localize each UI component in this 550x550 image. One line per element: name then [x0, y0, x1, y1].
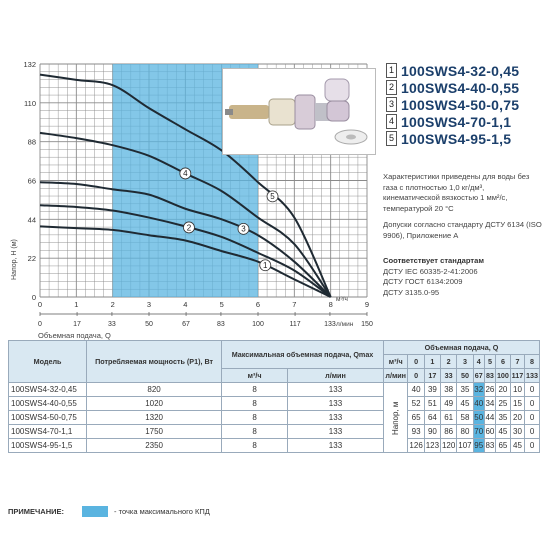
qmax-lmin-cell: 133 — [288, 411, 384, 425]
head-value-cell: 49 — [441, 397, 457, 411]
qmax-m3h-cell: 8 — [222, 397, 288, 411]
y-tick-label: 110 — [24, 98, 36, 108]
col-header-model: Модель — [9, 341, 87, 383]
x-tick-label-m3h: 3 — [146, 300, 152, 309]
head-value-cell: 120 — [441, 439, 457, 453]
legend-item — [386, 62, 546, 79]
head-value-cell: 51 — [424, 397, 440, 411]
head-value-cell: 95 — [473, 439, 484, 453]
x-axis-label: Объемная подача, Q — [38, 331, 111, 340]
flow-m3h-value: 2 — [441, 355, 457, 369]
curve-label-text: 3 — [241, 224, 246, 234]
qmax-unit-m3h: м³/ч — [222, 369, 288, 383]
x-units-bottom: л/мин — [336, 321, 354, 328]
head-value-cell: 65 — [408, 411, 424, 425]
note — [8, 506, 210, 517]
head-value-cell: 123 — [424, 439, 440, 453]
x-tick-label-m3h: 7 — [292, 300, 297, 309]
head-value-cell: 45 — [510, 439, 524, 453]
x-tick-label-m3h: 2 — [110, 300, 115, 309]
col-header-power: Потребляемая мощность (P1), Вт — [87, 341, 222, 383]
x-tick-label-m3h: 4 — [183, 300, 188, 309]
head-value-cell: 39 — [424, 383, 440, 397]
head-value-cell: 40 — [408, 383, 424, 397]
head-value-cell: 65 — [496, 439, 511, 453]
legend-number: 5 — [386, 131, 397, 146]
head-value-cell: 20 — [496, 383, 511, 397]
standard-item: ДСТУ IEC 60335-2-41:2006 — [383, 266, 478, 276]
x-units-top: м³/ч — [336, 296, 348, 303]
head-value-cell: 30 — [510, 425, 524, 439]
table-row — [9, 411, 540, 425]
table-header-row — [9, 341, 540, 355]
head-value-cell: 107 — [457, 439, 473, 453]
y-tick-label: 44 — [27, 215, 36, 225]
col-header-flow: Объемная подача, Q — [383, 341, 539, 355]
head-value-cell: 0 — [525, 397, 540, 411]
curve-label-text: 2 — [186, 223, 192, 233]
x-tick-label-m3h: 8 — [328, 300, 333, 309]
x-tick-label-lmin: 67 — [182, 321, 190, 328]
x-tick-label-lmin: 17 — [73, 321, 81, 328]
flow-lmin-value: 17 — [424, 369, 440, 383]
head-value-cell: 0 — [525, 439, 540, 453]
standards-block — [383, 256, 543, 298]
chart-legend — [386, 62, 546, 147]
qmax-lmin-cell: 133 — [288, 383, 384, 397]
flow-lmin-value: 117 — [510, 369, 524, 383]
flow-lmin-value: 0 — [408, 369, 424, 383]
flow-m3h-value: 5 — [484, 355, 495, 369]
head-value-cell: 20 — [510, 411, 524, 425]
standard-item: ДСТУ ГОСТ 6134:2009 — [383, 277, 463, 286]
x-tick-label-lmin: 33 — [108, 321, 116, 328]
head-value-cell: 52 — [408, 397, 424, 411]
y-tick-label: 132 — [23, 60, 36, 69]
model-cell: 100SWS4-40-0,55 — [9, 397, 87, 411]
legend-item — [386, 130, 546, 147]
standard-item: ДСТУ 3135.0-95 — [383, 287, 440, 297]
spec-table — [8, 340, 540, 453]
legend-label: 100SWS4-95-1,5 — [401, 130, 512, 147]
x-tick-label-m3h: 9 — [364, 300, 370, 309]
head-value-cell: 40 — [473, 397, 484, 411]
head-value-cell: 35 — [457, 383, 473, 397]
head-value-cell: 45 — [457, 397, 473, 411]
flow-m3h-value: 8 — [525, 355, 540, 369]
test-conditions-paragraph: Характеристики приведены для воды без газа с плотностью 1,0 кг/дм³, кинематической вязкостью 1 мм²/с, температурой 20 °С — [383, 172, 530, 213]
standards-heading: Соответствует стандартам — [383, 256, 484, 265]
x-tick-label-lmin: 50 — [145, 321, 153, 328]
x-tick-label-lmin: 83 — [217, 321, 225, 328]
head-value-cell: 86 — [441, 425, 457, 439]
power-cell: 1020 — [87, 397, 222, 411]
y-tick-label: 22 — [27, 254, 36, 264]
head-value-cell: 32 — [473, 383, 484, 397]
pump-photo — [222, 68, 376, 155]
head-value-cell: 25 — [496, 397, 511, 411]
legend-label: 100SWS4-40-0,55 — [401, 79, 520, 96]
flow-m3h-value: 7 — [510, 355, 524, 369]
flow-m3h-value: 6 — [496, 355, 511, 369]
head-value-cell: 0 — [525, 383, 540, 397]
pump-illustration-icon — [223, 69, 375, 154]
model-cell: 100SWS4-32-0,45 — [9, 383, 87, 397]
flow-lmin-value: 67 — [473, 369, 484, 383]
note-label: ПРИМЕЧАНИЕ: — [8, 507, 65, 516]
note-text: - точка максимального КПД — [114, 507, 210, 516]
head-value-cell: 0 — [525, 425, 540, 439]
legend-item — [386, 113, 546, 130]
model-cell: 100SWS4-50-0,75 — [9, 411, 87, 425]
curve-label-text: 1 — [263, 261, 268, 271]
head-value-cell: 10 — [510, 383, 524, 397]
pump-curve-chart — [0, 0, 380, 340]
head-value-cell: 58 — [457, 411, 473, 425]
legend-label: 100SWS4-32-0,45 — [401, 62, 520, 79]
x-tick-label-lmin: 100 — [252, 321, 264, 328]
qmax-lmin-cell: 133 — [288, 397, 384, 411]
power-cell: 1750 — [87, 425, 222, 439]
table-row — [9, 383, 540, 397]
head-value-cell: 0 — [525, 411, 540, 425]
x-tick-label-m3h: 1 — [74, 300, 79, 309]
power-cell: 820 — [87, 383, 222, 397]
y-tick-label: 0 — [31, 293, 36, 302]
legend-item — [386, 96, 546, 113]
legend-number: 4 — [386, 114, 397, 129]
head-value-cell: 45 — [496, 425, 511, 439]
head-value-cell: 93 — [408, 425, 424, 439]
table-row — [9, 425, 540, 439]
flow-lmin-value: 100 — [496, 369, 511, 383]
flow-lmin-value: 50 — [457, 369, 473, 383]
table-row — [9, 397, 540, 411]
y-tick-label: 88 — [27, 137, 36, 147]
flow-m3h-value: 0 — [408, 355, 424, 369]
x-tick-label-lmin: 150 — [361, 321, 373, 328]
tolerance-text — [383, 220, 543, 241]
curve-label-text: 4 — [183, 169, 188, 179]
x-tick-label-m3h: 5 — [219, 300, 224, 309]
head-value-cell: 64 — [424, 411, 440, 425]
head-value-cell: 70 — [473, 425, 484, 439]
flow-lmin-value: 83 — [484, 369, 495, 383]
head-value-cell: 80 — [457, 425, 473, 439]
unit-m3h: м³/ч — [383, 355, 408, 369]
model-cell: 100SWS4-95-1,5 — [9, 439, 87, 453]
head-value-cell: 44 — [484, 411, 495, 425]
legend-number: 3 — [386, 97, 397, 112]
qmax-m3h-cell: 8 — [222, 383, 288, 397]
power-cell: 1320 — [87, 411, 222, 425]
head-value-cell: 61 — [441, 411, 457, 425]
y-axis-label: Напор, H (м) — [11, 239, 18, 280]
y-tick-label: 66 — [27, 176, 36, 186]
head-value-cell: 38 — [441, 383, 457, 397]
qmax-m3h-cell: 8 — [222, 439, 288, 453]
table-row — [9, 439, 540, 453]
head-value-cell: 126 — [408, 439, 424, 453]
flow-m3h-value: 4 — [473, 355, 484, 369]
qmax-unit-lmin: л/мин — [288, 369, 384, 383]
x-tick-label-lmin: 0 — [38, 321, 42, 328]
qmax-m3h-cell: 8 — [222, 425, 288, 439]
test-conditions-text — [383, 172, 543, 214]
curve-label-text: 5 — [270, 192, 275, 202]
flow-lmin-value: 33 — [441, 369, 457, 383]
legend-label: 100SWS4-70-1,1 — [401, 113, 512, 130]
head-value-cell: 15 — [510, 397, 524, 411]
x-tick-label-lmin: 117 — [289, 321, 301, 328]
legend-number: 2 — [386, 80, 397, 95]
head-value-cell: 35 — [496, 411, 511, 425]
flow-m3h-value: 3 — [457, 355, 473, 369]
note-swatch — [82, 506, 108, 517]
head-value-cell: 50 — [473, 411, 484, 425]
legend-label: 100SWS4-50-0,75 — [401, 96, 520, 113]
head-value-cell: 34 — [484, 397, 495, 411]
x-tick-label-lmin: 133 — [324, 321, 336, 328]
power-cell: 2350 — [87, 439, 222, 453]
x-tick-label-m3h: 0 — [37, 300, 43, 309]
col-header-qmax: Максимальная объемная подача, Qmax — [222, 341, 384, 369]
head-value-cell: 90 — [424, 425, 440, 439]
flow-lmin-value: 133 — [525, 369, 540, 383]
legend-item — [386, 79, 546, 96]
tolerance-paragraph: Допуски согласно стандарту ДСТУ 6134 (ISO 9906), Приложение А — [383, 220, 542, 240]
qmax-lmin-cell: 133 — [288, 439, 384, 453]
x-tick-label-m3h: 6 — [255, 300, 261, 309]
head-label-cell: Напор, м — [383, 383, 408, 453]
legend-number: 1 — [386, 63, 397, 78]
head-value-cell: 26 — [484, 383, 495, 397]
qmax-m3h-cell: 8 — [222, 411, 288, 425]
qmax-lmin-cell: 133 — [288, 425, 384, 439]
head-value-cell: 60 — [484, 425, 495, 439]
head-value-cell: 83 — [484, 439, 495, 453]
flow-m3h-value: 1 — [424, 355, 440, 369]
model-cell: 100SWS4-70-1,1 — [9, 425, 87, 439]
unit-lmin: л/мин — [383, 369, 408, 383]
